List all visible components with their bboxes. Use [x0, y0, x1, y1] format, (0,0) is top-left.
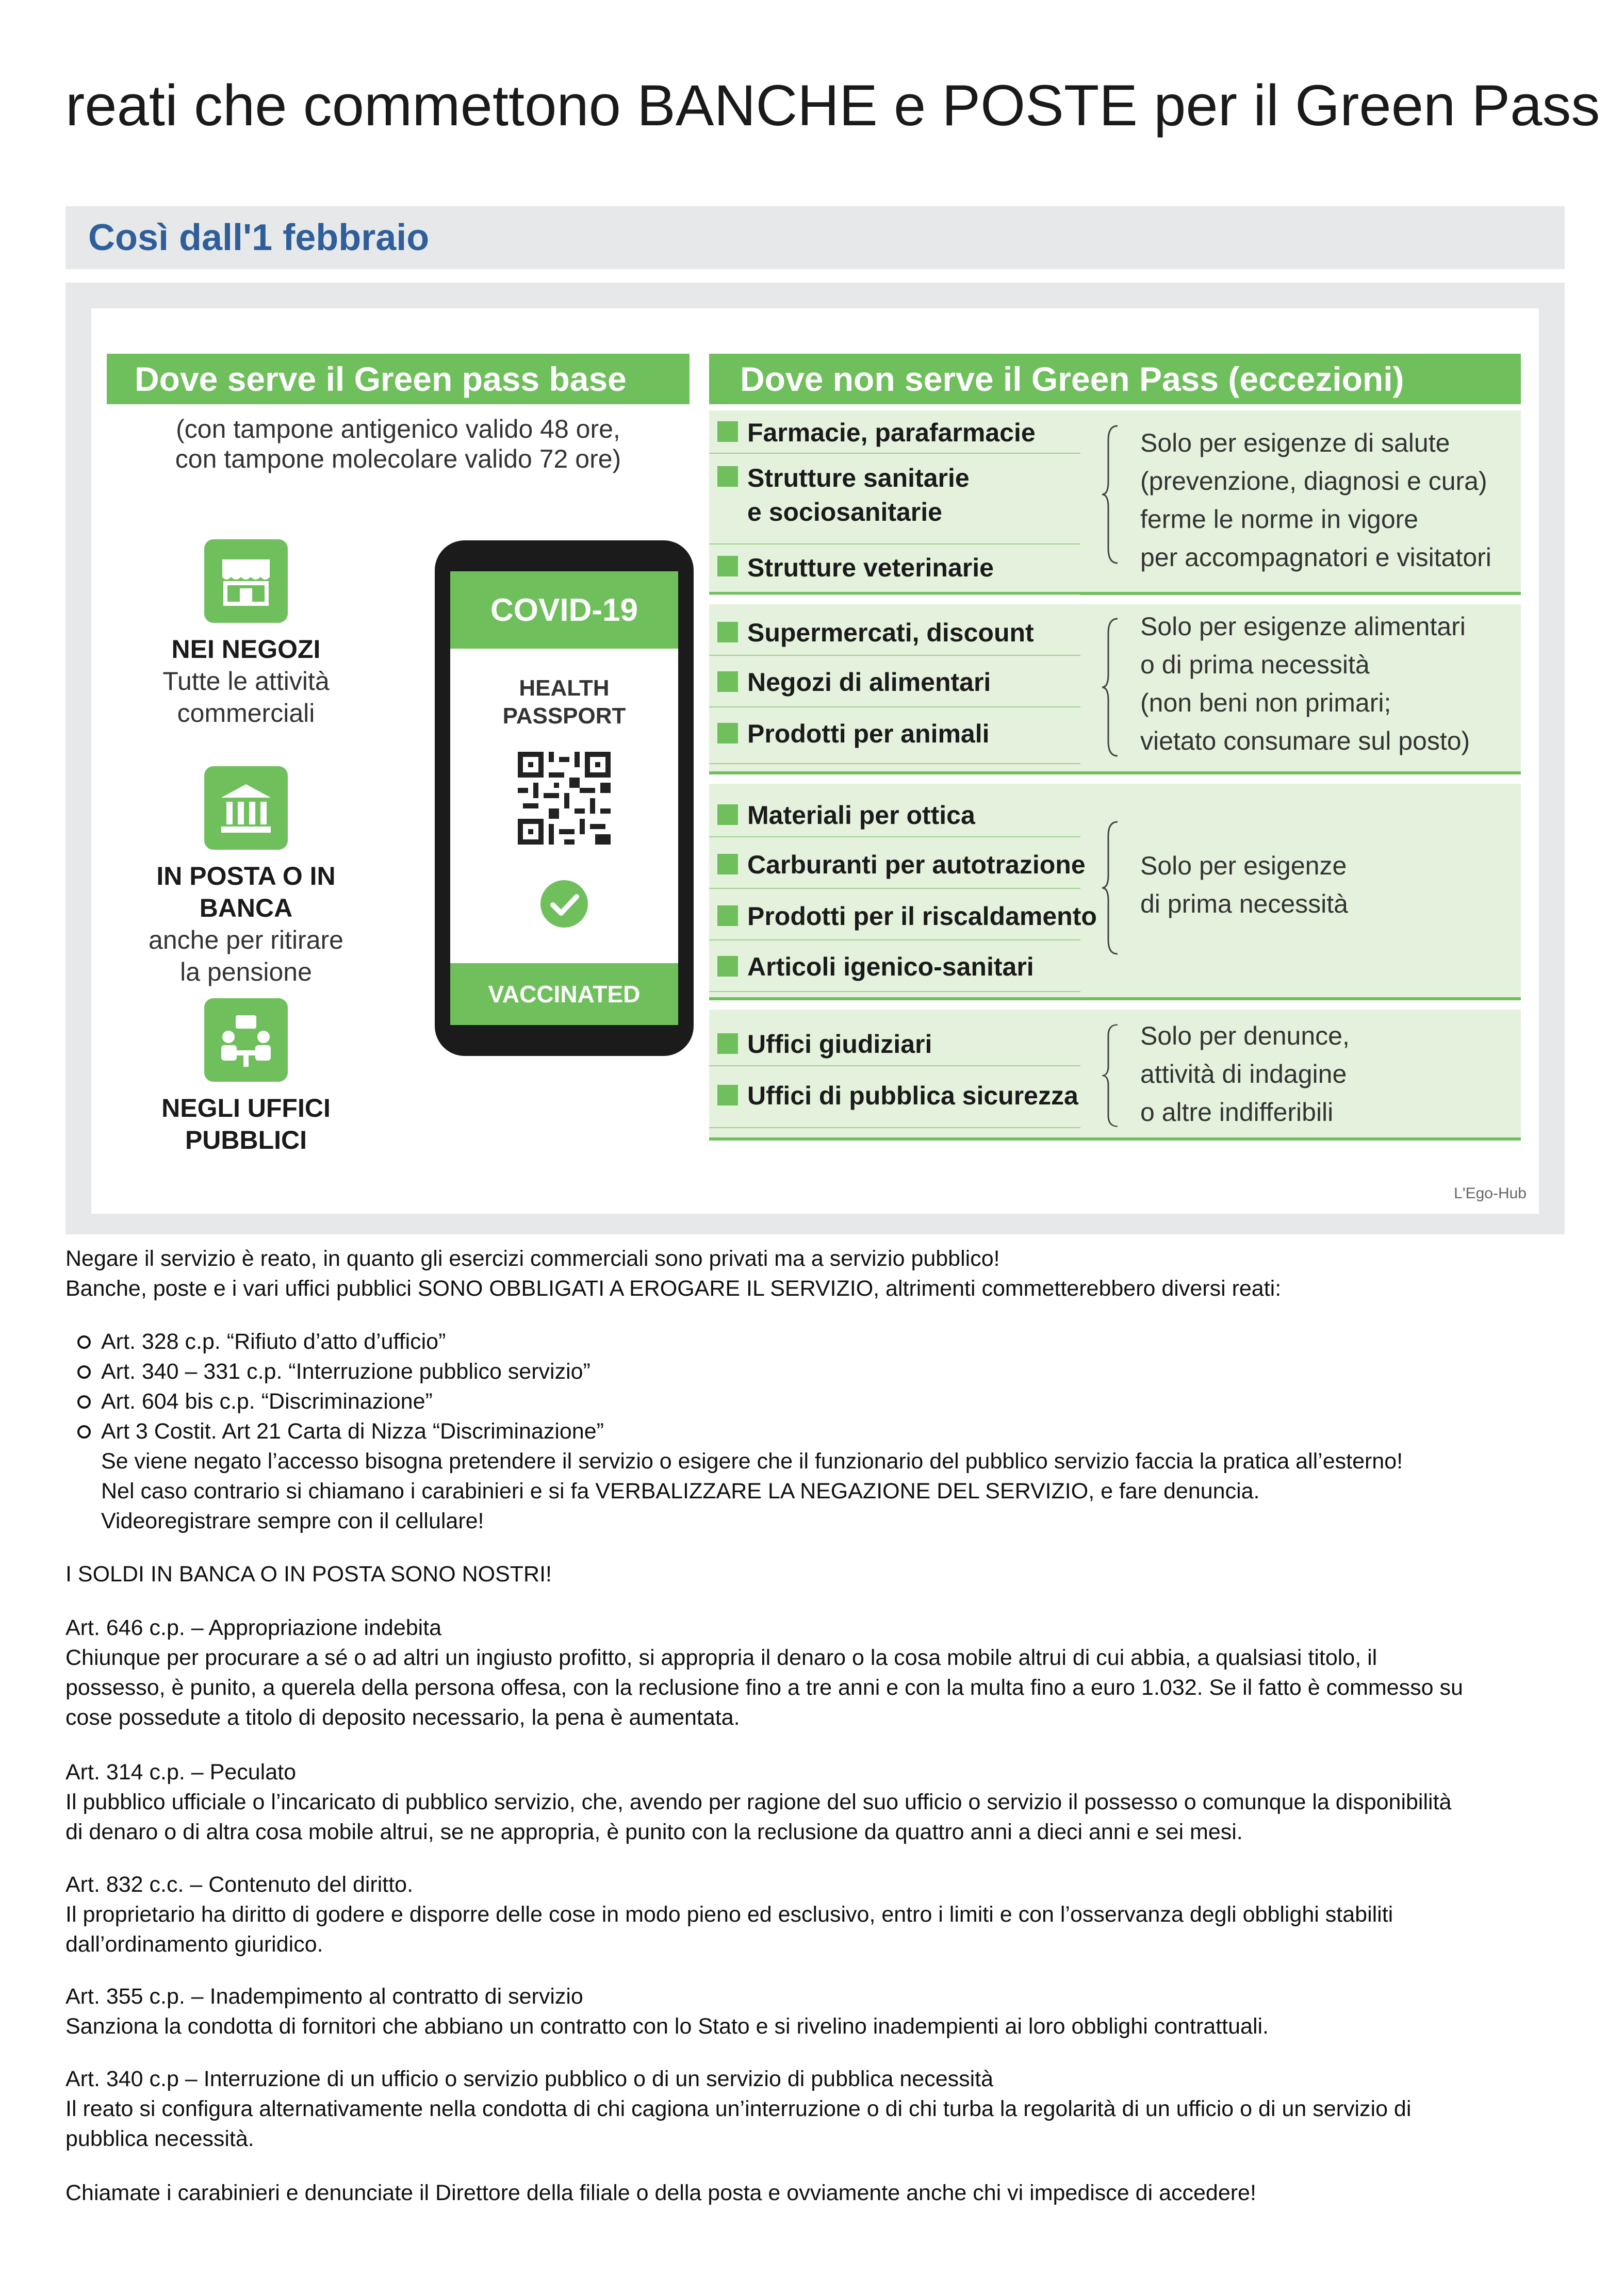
right-column — [709, 308, 1521, 1214]
exception-item — [709, 454, 1080, 544]
article-832 — [65, 1870, 1577, 1959]
exception-group — [709, 1010, 1521, 1141]
phone-screen — [450, 571, 678, 1025]
note-line: (prevenzione, diagnosi e cura) — [1140, 467, 1487, 495]
left-column — [107, 308, 690, 1214]
exception-item — [709, 707, 1080, 764]
list-followup — [101, 1446, 1576, 1536]
exception-label: Supermercati, discount — [747, 618, 1034, 647]
followup-line: Se viene negato l’accesso bisogna pretendere il servizio o esigere che il funzionario del pubblico servizio faccia la pratica all’esterno! — [101, 1449, 1403, 1474]
followup-line: Videoregistrare sempre con il cellulare! — [101, 1509, 484, 1533]
infographic-header-title: Così dall'1 febbraio — [88, 217, 430, 258]
image-credit: L'Ego-Hub — [1454, 1185, 1527, 1202]
list-item: Art 3 Costit. Art 21 Carta di Nizza “Discriminazione” — [77, 1416, 1573, 1446]
infographic-header — [65, 206, 1565, 269]
bullet-square-icon — [717, 1085, 738, 1105]
note-line: attività di indagine — [1140, 1060, 1347, 1088]
exception-label: Carburanti per autotrazione — [747, 850, 1086, 879]
bullet-square-icon — [717, 466, 738, 487]
bullet-square-icon — [717, 421, 738, 442]
exception-note — [1140, 847, 1512, 923]
exception-item — [709, 1066, 1080, 1128]
bullet-square-icon — [717, 854, 738, 874]
brace-icon — [1101, 425, 1120, 564]
category-sub: commerciali — [177, 699, 315, 728]
followup-line: Nel caso contrario si chiamano i carabinieri e si fa VERBALIZZARE LA NEGAZIONE DEL SERVIZIO, e fare denuncia. — [101, 1479, 1260, 1504]
article-text: Il reato si configura alternativamente nella condotta di chi cagiona un’interruzione o di chi turba la regolarità di un ufficio o di un servizio di — [65, 2096, 1412, 2121]
article-text: possesso, è punito, a querela della persona offesa, con la reclusione fino a tre anni e con la multa fino a euro 1.032. Se il fatto è commesso su — [65, 1675, 1463, 1700]
article-text: dall’ordinamento giuridico. — [65, 1932, 323, 1957]
article-title: Art. 646 c.p. – Appropriazione indebita — [65, 1615, 442, 1640]
phone-health-passport — [450, 674, 678, 730]
note-line: o altre indifferibili — [1140, 1098, 1334, 1127]
exception-label: e sociosanitarie — [747, 498, 942, 526]
category-shops — [112, 539, 380, 729]
article-355 — [65, 1981, 1577, 2041]
qr-code-icon — [518, 752, 611, 845]
list-item: Art. 340 – 331 c.p. “Interruzione pubblico servizio” — [77, 1357, 1573, 1386]
category-public-offices — [112, 998, 380, 1156]
note-line: per accompagnatori e visitatori — [1140, 543, 1491, 572]
article-title: Art. 832 c.c. – Contenuto del diritto. — [65, 1872, 414, 1897]
phone-vaccinated-label: VACCINATED — [450, 963, 678, 1025]
exception-label: Prodotti per animali — [747, 719, 990, 748]
money-statement: I SOLDI IN BANCA O IN POSTA SONO NOSTRI! — [65, 1562, 552, 1587]
left-note — [107, 414, 690, 474]
note-line: Solo per esigenze alimentari — [1140, 612, 1466, 641]
note-line: Solo per esigenze di salute — [1140, 428, 1450, 457]
article-646 — [65, 1613, 1577, 1732]
category-sub: la pensione — [180, 957, 312, 986]
bullet-square-icon — [717, 723, 738, 744]
list-item: Art. 328 c.p. “Rifiuto d’atto d’ufficio” — [77, 1327, 1573, 1357]
exception-item — [709, 544, 1080, 595]
article-title: Art. 340 c.p – Interruzione di un ufficio o servizio pubblico o di un servizio di pubblica necessità — [65, 2067, 994, 2091]
note-line: o di prima necessità — [1140, 650, 1370, 679]
note-line: (non beni non primari; — [1140, 688, 1391, 717]
article-text: Sanziona la condotta di fornitori che abbiano un contratto con lo Stato e si rivelino inadempienti ai loro obblighi contrattuali. — [65, 2014, 1269, 2039]
note-line: vietato consumare sul posto) — [1140, 726, 1470, 755]
article-text: Il proprietario ha diritto di godere e disporre delle cose in modo pieno ed esclusivo, entro i limiti e con l’osservanza degli obblighi stabiliti — [65, 1902, 1393, 1927]
category-sub: anche per ritirare — [149, 926, 343, 954]
phone-covid-label: COVID-19 — [450, 571, 678, 649]
exception-item — [709, 410, 1080, 454]
exception-label: Strutture sanitarie — [747, 464, 970, 492]
office-icon — [204, 998, 288, 1082]
left-note-line: con tampone molecolare valido 72 ore) — [175, 444, 621, 473]
exception-note — [1140, 1017, 1512, 1131]
bank-icon — [204, 766, 288, 850]
exception-label: Prodotti per il riscaldamento — [747, 902, 1097, 931]
infographic-panel — [91, 308, 1539, 1214]
exception-group — [709, 410, 1521, 595]
right-bar-title: Dove non serve il Green Pass (eccezioni) — [709, 354, 1521, 404]
page-title: reati che commettono BANCHE e POSTE per il Green Pass — [65, 73, 1600, 138]
note-line: Solo per esigenze — [1140, 851, 1347, 880]
left-note-line: (con tampone antigenico valido 48 ore, — [176, 415, 620, 443]
exception-group — [709, 604, 1521, 774]
exception-label: Strutture veterinarie — [747, 553, 994, 582]
intro-paragraph — [65, 1244, 1577, 1303]
phone-hp-line: HEALTH — [519, 675, 610, 701]
crimes-list — [77, 1327, 1573, 1446]
category-title: NEGLI UFFICI — [161, 1094, 331, 1122]
article-text: Il pubblico ufficiale o l’incaricato di pubblico servizio, che, avendo per ragione del suo ufficio o servizio il possesso o comunque la disponibilità — [65, 1790, 1452, 1814]
exception-item — [709, 784, 1080, 837]
article-text: pubblica necessità. — [65, 2126, 254, 2151]
closing-statement: Chiamate i carabinieri e denunciate il Direttore della filiale o della posta e ovviamente anche chi vi impedisce di accedere! — [65, 2181, 1256, 2205]
exception-group — [709, 784, 1521, 1000]
list-item: Art. 604 bis c.p. “Discriminazione” — [77, 1386, 1573, 1416]
category-sub: Tutte le attività — [162, 667, 330, 696]
exception-item — [709, 1010, 1080, 1066]
exception-note — [1140, 607, 1512, 760]
article-text: di denaro o di altra cosa mobile altrui, se ne appropria, è punito con la reclusione da quattro anni a dieci anni e sei mesi. — [65, 1820, 1243, 1844]
note-line: di prima necessità — [1140, 889, 1348, 918]
exception-label: Negozi di alimentari — [747, 668, 991, 697]
check-icon — [538, 878, 590, 930]
bullet-square-icon — [717, 804, 738, 825]
bullet-square-icon — [717, 556, 738, 576]
note-line: Solo per denunce, — [1140, 1021, 1350, 1050]
exception-label: Articoli igenico-sanitari — [747, 952, 1034, 981]
bullet-square-icon — [717, 1033, 738, 1054]
article-text: cose possedute a titolo di deposito necessario, la pena è aumentata. — [65, 1705, 740, 1730]
exception-label: Materiali per ottica — [747, 801, 975, 830]
exception-item — [709, 604, 1080, 656]
exception-label: Uffici di pubblica sicurezza — [747, 1081, 1078, 1110]
left-bar-title: Dove serve il Green pass base — [107, 354, 690, 404]
shop-icon — [204, 539, 288, 623]
article-text: Chiunque per procurare a sé o ad altri un ingiusto profitto, si appropria il denaro o la cosa mobile altrui di cui abbia, a qualsiasi titolo, il — [65, 1645, 1377, 1670]
exception-label: Farmacie, parafarmacie — [747, 418, 1036, 447]
phone-hp-line: PASSPORT — [502, 703, 626, 729]
intro-line: Negare il servizio è reato, in quanto gli esercizi commerciali sono privati ma a servizio pubblico! — [65, 1246, 1000, 1271]
exception-label: Uffici giudiziari — [747, 1030, 932, 1059]
category-title: NEI NEGOZI — [171, 635, 321, 664]
exception-item — [709, 656, 1080, 707]
exception-note — [1140, 424, 1512, 576]
brace-icon — [1101, 618, 1120, 757]
article-title: Art. 314 c.p. – Peculato — [65, 1760, 296, 1785]
brace-icon — [1101, 821, 1120, 955]
phone-illustration — [435, 540, 694, 1056]
category-bank — [112, 766, 380, 988]
article-314 — [65, 1757, 1577, 1847]
exception-item — [709, 940, 1080, 992]
bullet-square-icon — [717, 905, 738, 926]
bullet-square-icon — [717, 622, 738, 642]
category-title: PUBBLICI — [185, 1126, 307, 1154]
exception-item — [709, 889, 1097, 940]
note-line: ferme le norme in vigore — [1140, 505, 1419, 534]
exception-item — [709, 837, 1086, 889]
article-340 — [65, 2064, 1577, 2154]
bullet-square-icon — [717, 956, 738, 977]
intro-line: Banche, poste e i vari uffici pubblici SONO OBBLIGATI A EROGARE IL SERVIZIO, altrimenti commetterebbero diversi reati: — [65, 1276, 1282, 1301]
brace-icon — [1101, 1024, 1120, 1127]
category-title: IN POSTA O IN BANCA — [156, 862, 336, 922]
article-title: Art. 355 c.p. – Inadempimento al contratto di servizio — [65, 1984, 583, 2009]
infographic — [65, 283, 1565, 1234]
bullet-square-icon — [717, 671, 738, 692]
